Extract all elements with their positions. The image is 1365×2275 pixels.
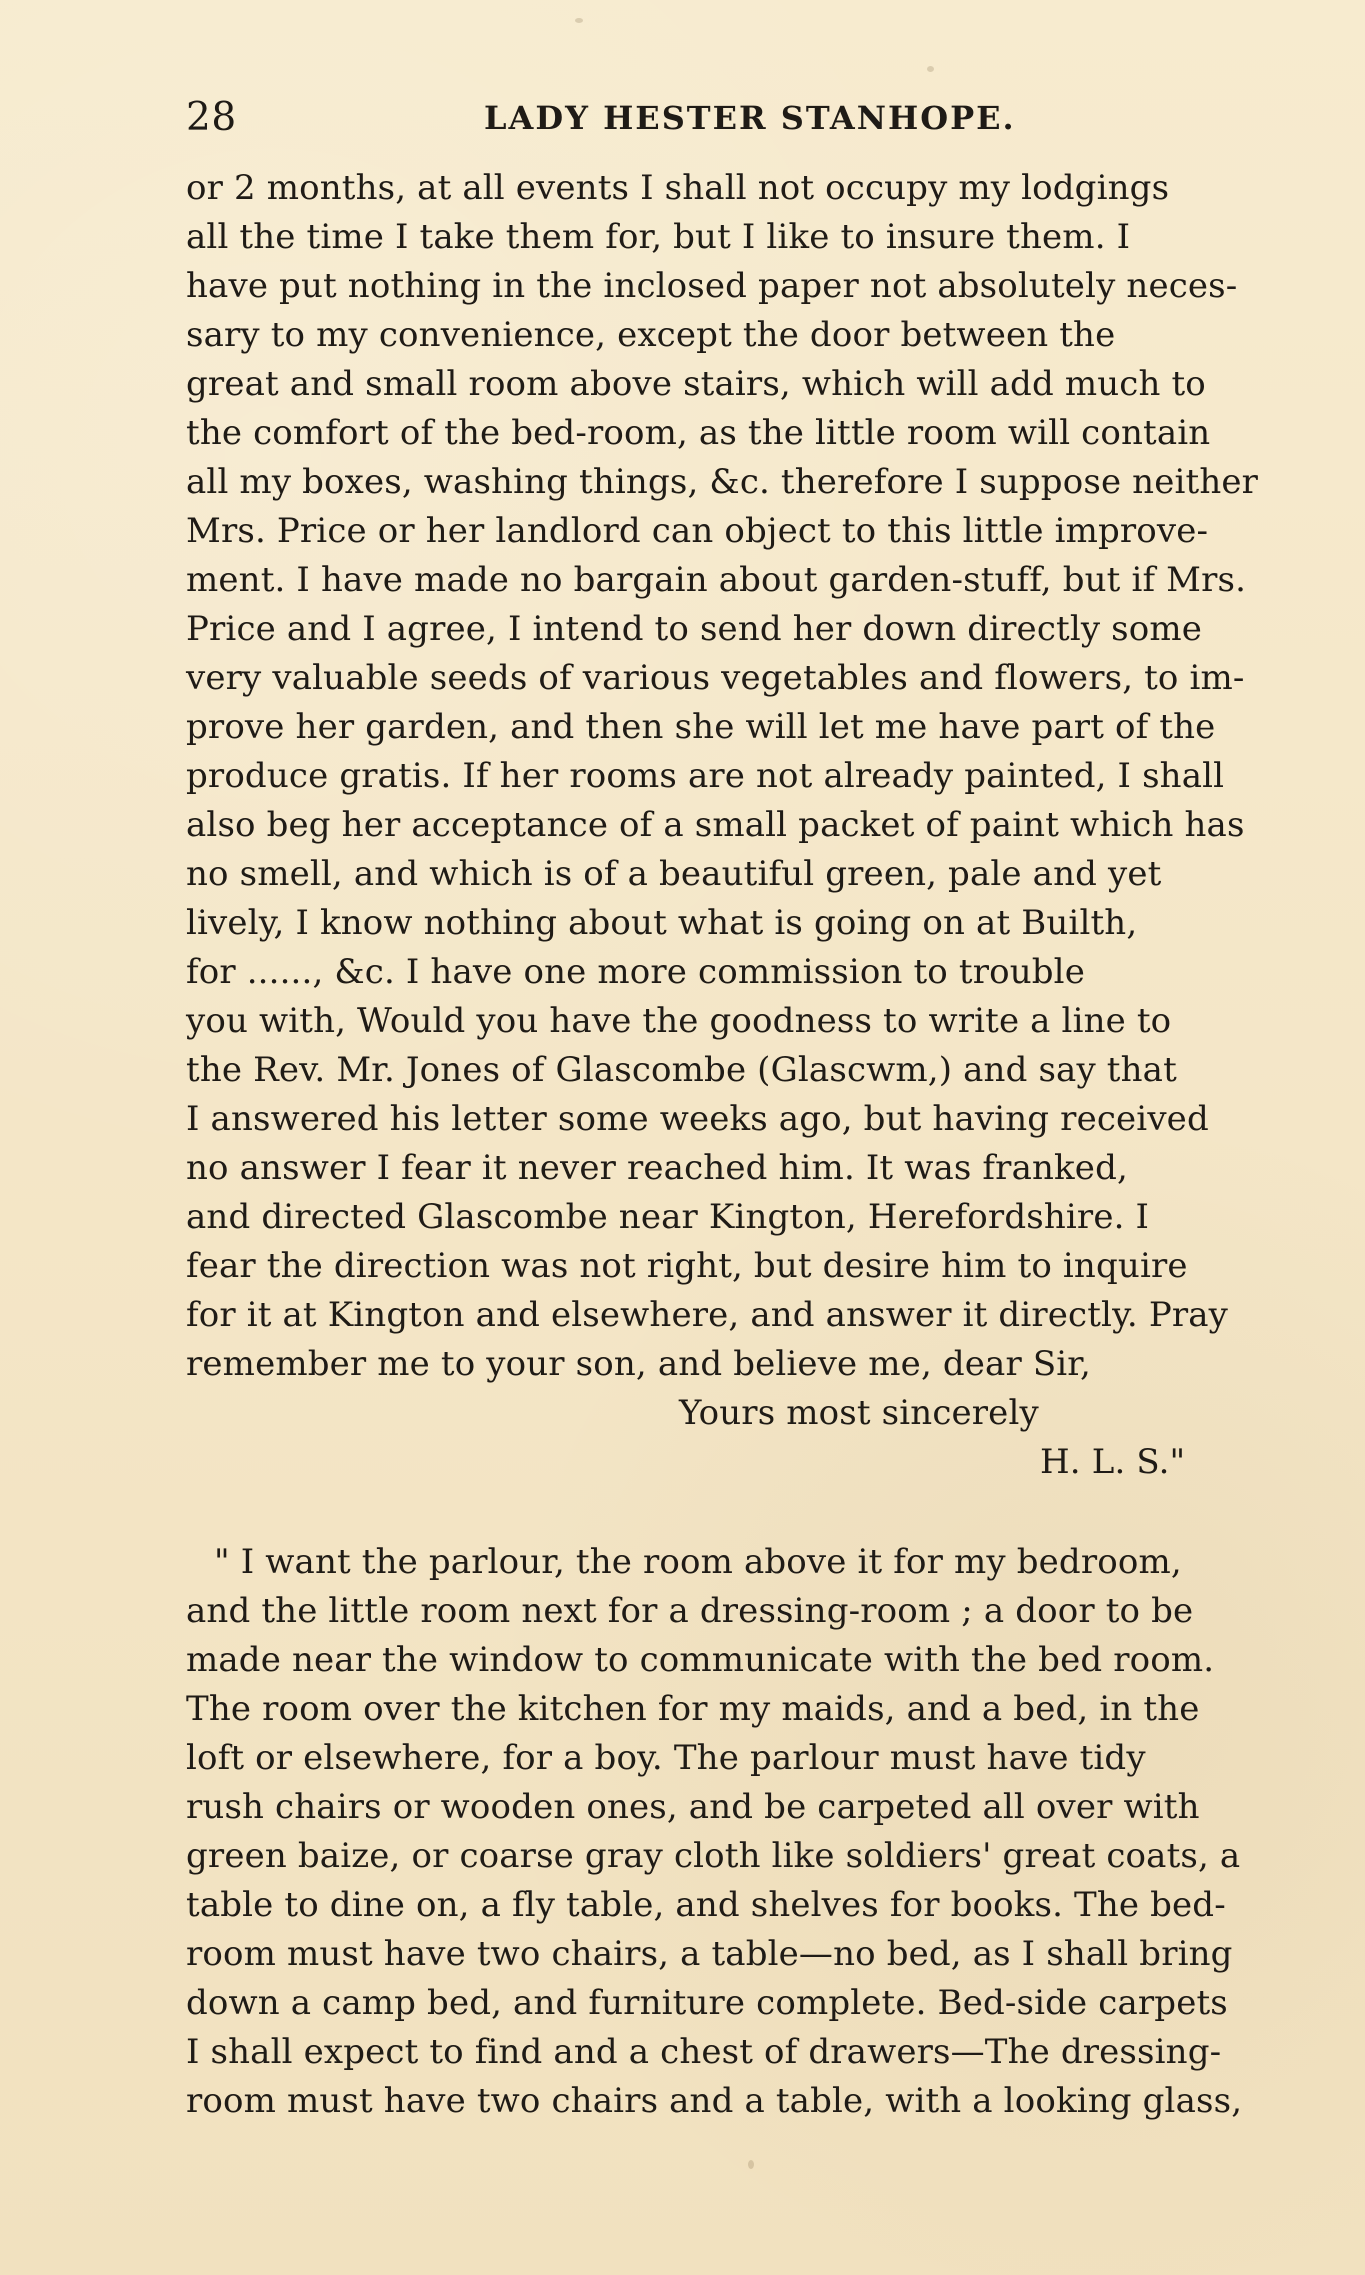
body-line: also beg her acceptance of a small packet of paint which has (186, 805, 1245, 845)
body-line: the Rev. Mr. Jones of Glascombe (Glascwm,) and say that (186, 1050, 1177, 1090)
quote-line: and the little room next for a dressing-room ; a door to be (186, 1591, 1194, 1631)
body-line: Mrs. Price or her landlord can object to this little improve- (186, 511, 1209, 551)
quote-line: green baize, or coarse gray cloth like soldiers' great coats, a (186, 1836, 1241, 1876)
body-line: no smell, and which is of a beautiful green, pale and yet (186, 854, 1162, 894)
quote-line: made near the window to communicate with the bed room. (186, 1640, 1215, 1680)
page-header (186, 95, 1186, 145)
body-line: prove her garden, and then she will let me have part of the (186, 707, 1216, 747)
body-line: sary to my convenience, except the door between the (186, 315, 1116, 355)
paper-stain-right (927, 66, 934, 72)
closing-line: Yours most sincerely (679, 1393, 1039, 1433)
signature: H. L. S." (1040, 1442, 1186, 1482)
body-line: you with, Would you have the goodness to write a line to (186, 1001, 1172, 1041)
paper-stain-bottom (748, 2160, 754, 2169)
quote-line: room must have two chairs and a table, with a looking glass, (186, 2081, 1243, 2121)
body-line: very valuable seeds of various vegetables and flowers, to im- (186, 658, 1245, 698)
body-line: Price and I agree, I intend to send her down directly some (186, 609, 1203, 649)
quote-line: room must have two chairs, a table—no bed, as I shall bring (186, 1934, 1233, 1974)
body-line: produce gratis. If her rooms are not already painted, I shall (186, 756, 1225, 796)
page-number: 28 (186, 95, 237, 140)
paper-stain-top (575, 18, 583, 23)
running-head: LADY HESTER STANHOPE. (484, 99, 1016, 137)
quote-line: table to dine on, a fly table, and shelves for books. The bed- (186, 1885, 1226, 1925)
quote-line: The room over the kitchen for my maids, and a bed, in the (186, 1689, 1200, 1729)
body-line: all the time I take them for, but I like to insure them. I (186, 217, 1131, 257)
quote-line: " I want the parlour, the room above it for my bedroom, (214, 1542, 1182, 1582)
body-line: the comfort of the bed-room, as the little room will contain (186, 413, 1211, 453)
body-line: fear the direction was not right, but desire him to inquire (186, 1246, 1188, 1286)
body-line: or 2 months, at all events I shall not occupy my lodgings (186, 168, 1170, 208)
body-line: ment. I have made no bargain about garden-stuff, but if Mrs. (186, 560, 1247, 600)
body-line: remember me to your son, and believe me, dear Sir, (186, 1344, 1091, 1384)
body-line: great and small room above stairs, which will add much to (186, 364, 1206, 404)
body-line: and directed Glascombe near Kington, Herefordshire. I (186, 1197, 1150, 1237)
body-line: have put nothing in the inclosed paper not absolutely neces- (186, 266, 1238, 306)
body-line: for it at Kington and elsewhere, and answer it directly. Pray (186, 1295, 1229, 1335)
body-line: for ......, &c. I have one more commission to trouble (186, 952, 1085, 992)
quote-line: rush chairs or wooden ones, and be carpeted all over with (186, 1787, 1200, 1827)
body-line: I answered his letter some weeks ago, but having received (186, 1099, 1209, 1139)
body-line: lively, I know nothing about what is going on at Builth, (186, 903, 1138, 943)
quote-line: down a camp bed, and furniture complete. Bed-side carpets (186, 1983, 1228, 2023)
body-line: all my boxes, washing things, &c. therefore I suppose neither (186, 462, 1259, 502)
body-line: no answer I fear it never reached him. It was franked, (186, 1148, 1128, 1188)
quote-line: loft or elsewhere, for a boy. The parlour must have tidy (186, 1738, 1146, 1778)
quote-line: I shall expect to find and a chest of drawers—The dressing- (186, 2032, 1222, 2072)
